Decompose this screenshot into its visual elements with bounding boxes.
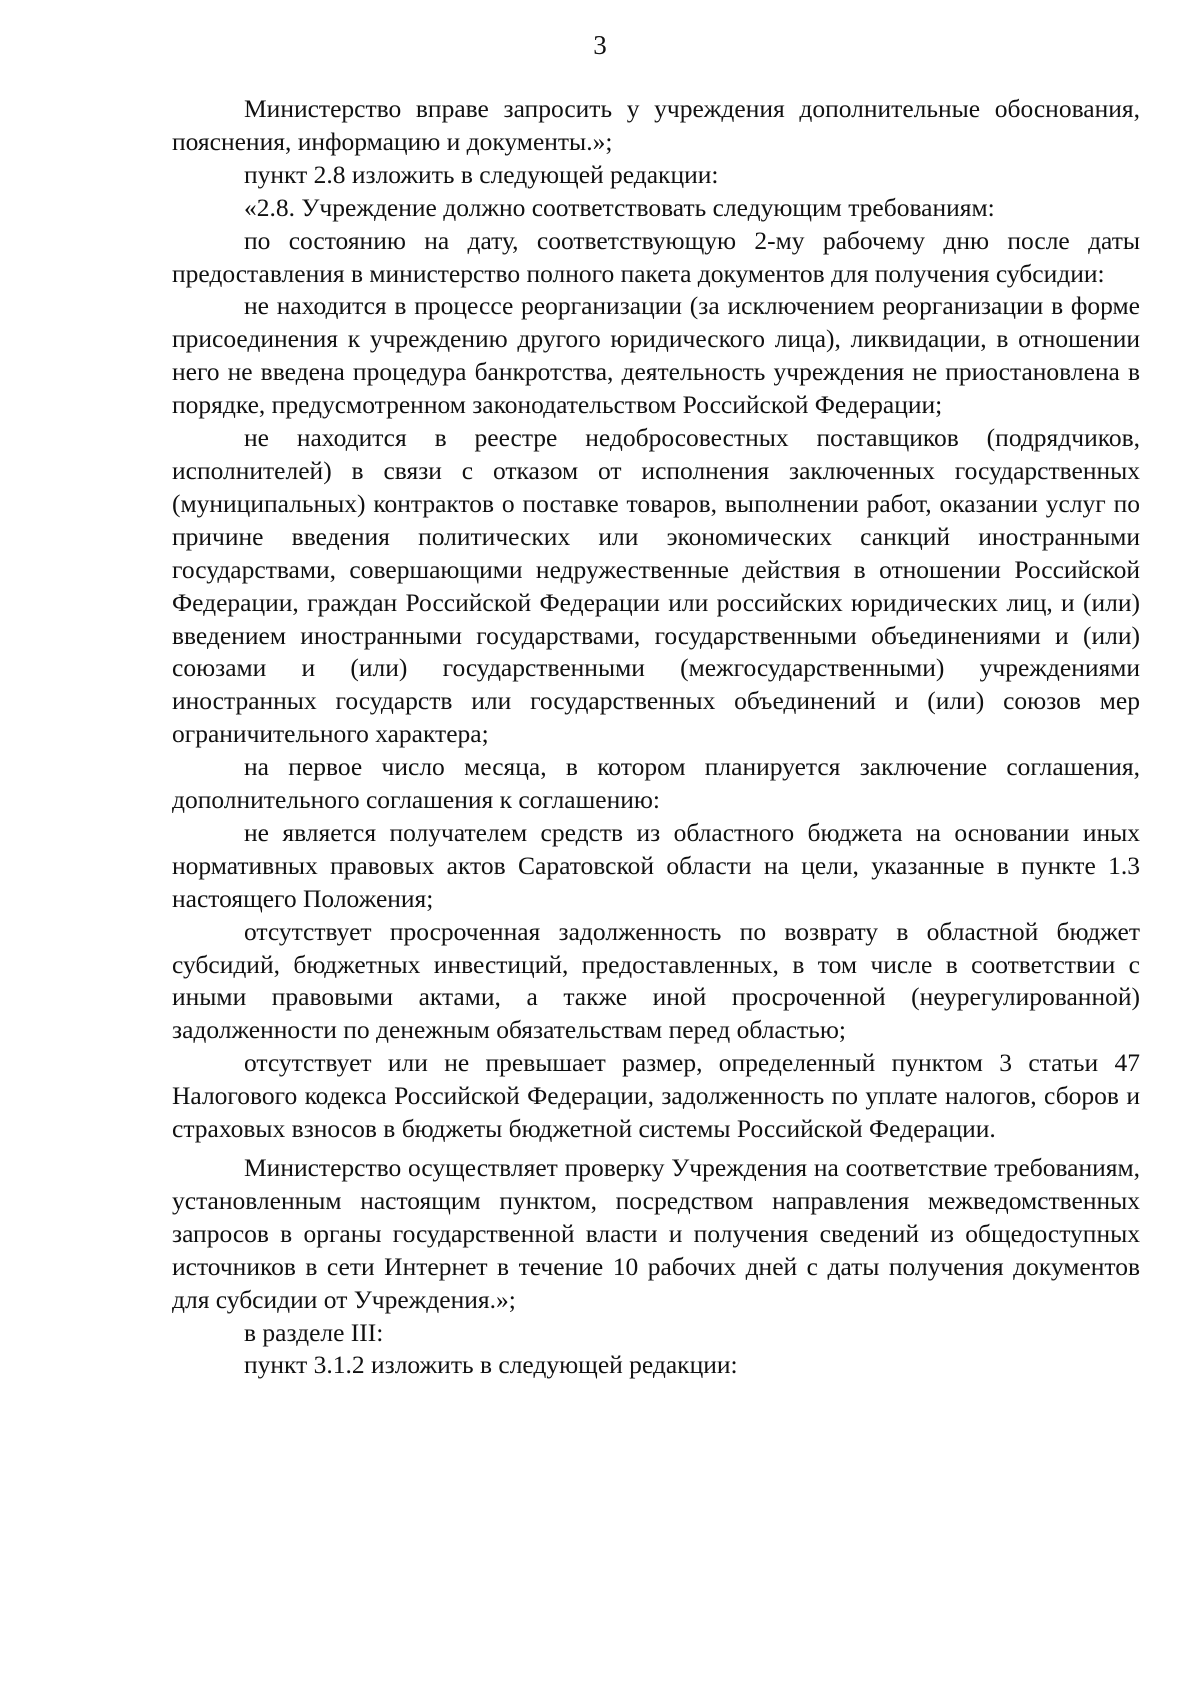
paragraph-date-condition: по состоянию на дату, соответствующую 2-му рабочему дню после даты предоставления в министерство полного пакета документов для получения субсидии: [172,225,1140,288]
paragraph-point-2-8-heading: «2.8. Учреждение должно соответствовать следующим требованиям: [244,192,995,222]
paragraph-ministry-request: Министерство вправе запросить у учреждения дополнительные обоснования, пояснения, информацию и документы.»; [172,94,1140,156]
paragraph-not-recipient: не является получателем средств из областного бюджета на основании иных нормативных правовых актов Саратовской области на цели, указанные в пункте 1.3 настоящего Положения; [172,817,1140,913]
paragraph-ministry-verification: Министерство осуществляет проверку Учреждения на соответствие требованиям, установленным настоящим пунктом, посредством направления межведомственных запросов в органы государственной власти и получения сведений из общедоступных источников в сети Интернет в течение 10 рабочих дней с даты получения документов для субсидии от Учреждения.»; [172,1153,1140,1314]
paragraph-supplier-registry: не находится в реестре недобросовестных поставщиков (подрядчиков, исполнителей) в связи с отказом от исполнения заключенных государственных (муниципальных) контрактов о поставке товаров, выполнении работ, оказании услуг по причине введения политических или экономических санкций иностранными государствами, совершающими недружественные действия в отношении Российской Федерации, граждан Российской Федерации или российских юридических лиц, и (или) введением иностранными государствами, государственными объединениями и (или) союзами и (или) государственными (межгосударственными) учреждениями иностранных государств или государственных объединений и (или) союзов мер ограничительного характера; [172,423,1140,749]
paragraph-first-day-of-month: на первое число месяца, в котором планируется заключение соглашения, дополнительного соглашения к соглашению: [172,752,1140,815]
paragraph-tax-debt: отсутствует или не превышает размер, определенный пунктом 3 статьи 47 Налогового кодекса Российской Федерации, задолженность по уплате налогов, сборов и страховых взносов в бюджеты бюджетной системы Российской Федерации. [172,1048,1140,1144]
paragraph-no-overdue-debt: отсутствует просроченная задолженность по возврату в областной бюджет субсидий, бюджетных инвестиций, предоставленных, в том числе в соответствии с иными правовыми актами, а также иной просроченной (неурегулированной) задолженности по денежным обязательствам перед областью; [172,916,1140,1045]
document-body [172,93,1140,1382]
paragraph-point-2-8-intro: пункт 2.8 изложить в следующей редакции: [244,159,719,189]
page-number: 3 [593,30,607,60]
paragraph-section-iii: в разделе III: [244,1317,384,1347]
paragraph-reorganization: не находится в процессе реорганизации (за исключением реорганизации в форме присоединения к учреждению другого юридического лица), ликвидации, в отношении него не введена процедура банкротства, деятельность учреждения не приостановлена в порядке, предусмотренном законодательством Российской Федерации; [172,291,1140,420]
paragraph-point-3-1-2: пункт 3.1.2 изложить в следующей редакции: [244,1350,738,1380]
